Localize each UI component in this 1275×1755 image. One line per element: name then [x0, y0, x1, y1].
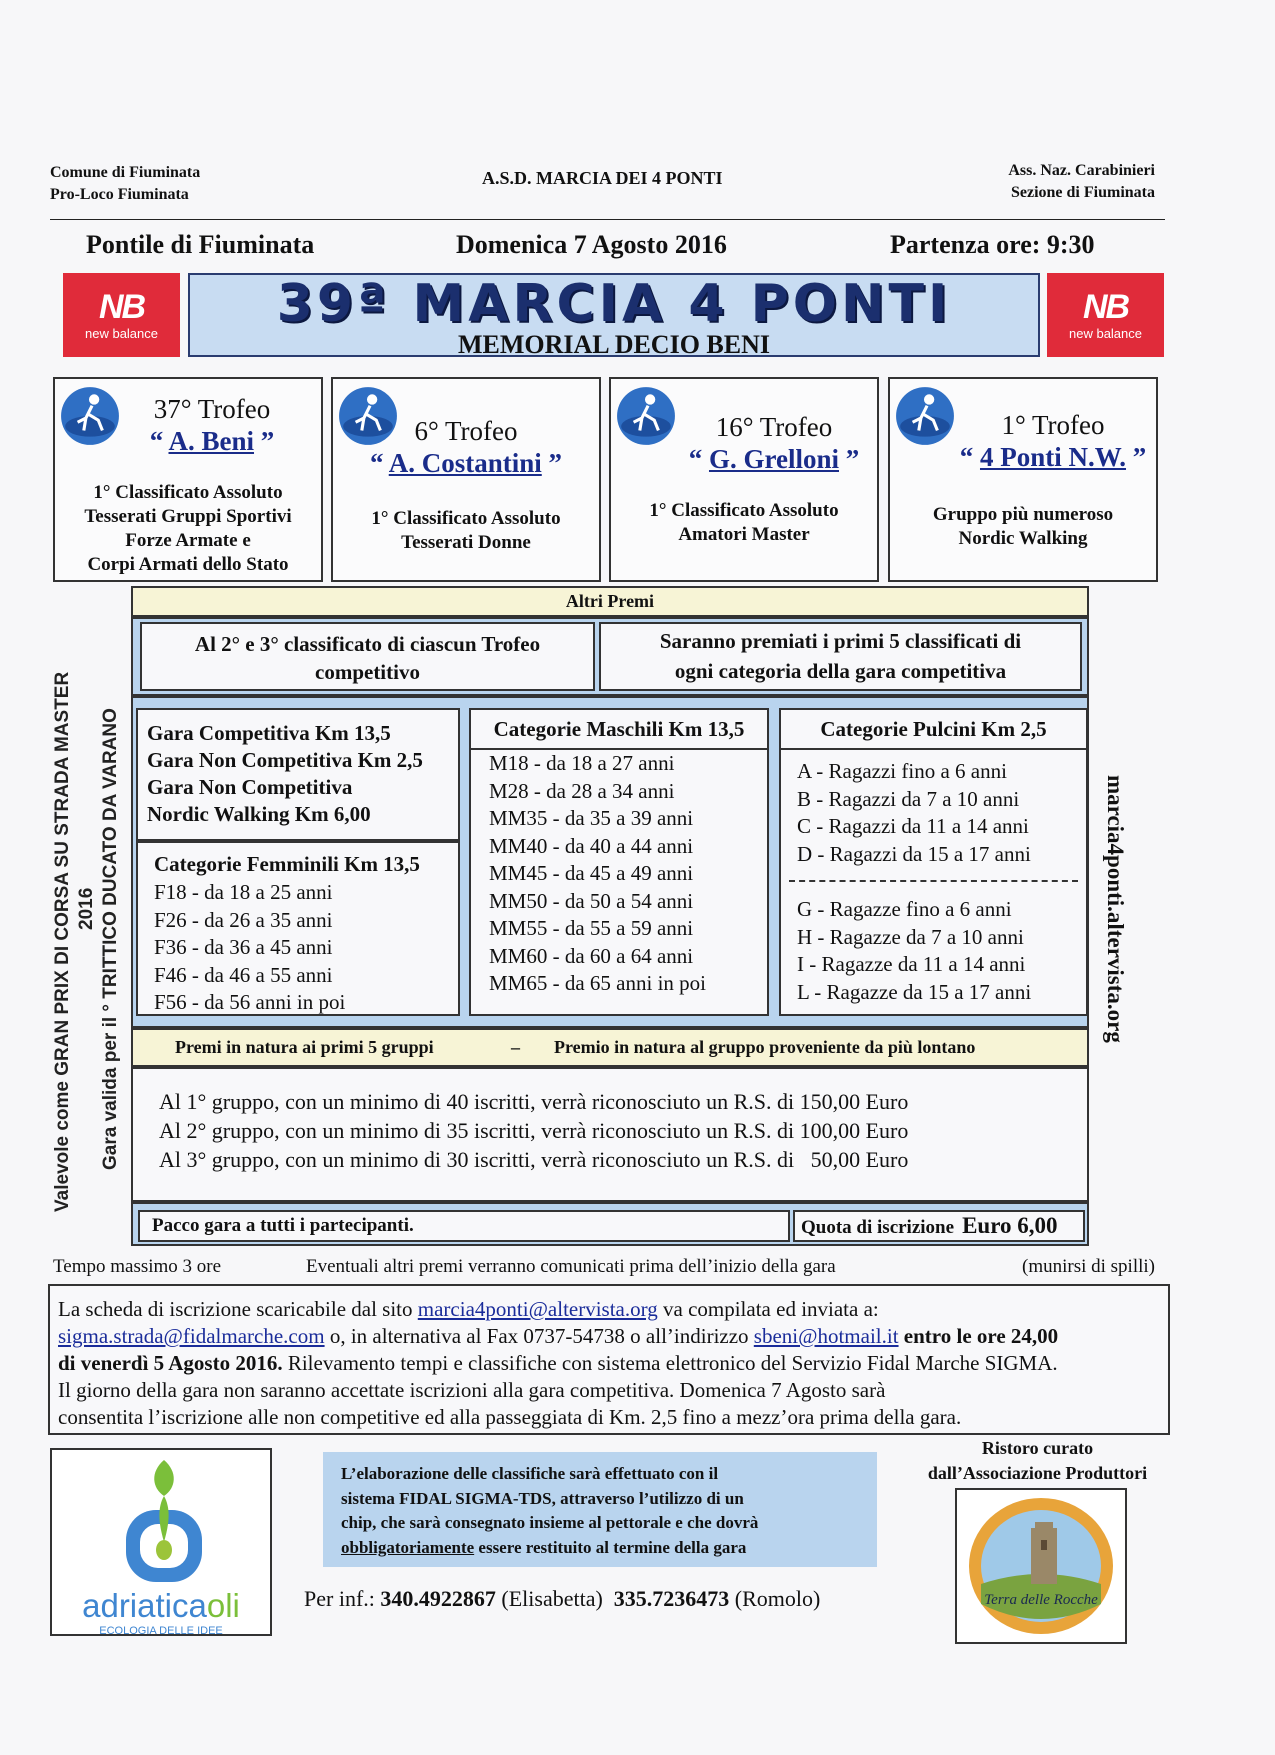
maschili-item: MM45 - da 45 a 49 anni [489, 861, 694, 885]
tower-emblem-icon [965, 1494, 1117, 1638]
altri-premi-right [599, 622, 1082, 691]
gruppi-box [131, 1067, 1089, 1202]
pulcini-item: D - Ragazzi da 15 a 17 anni [797, 841, 1031, 866]
maschili-title: Categorie Maschili Km 13,5 [471, 710, 767, 750]
vertical-granprix: Valevole come GRAN PRIX DI CORSA SU STRADA MASTER [52, 671, 73, 1212]
iscrizione-text: consentita l’iscrizione alle non competitive ed alla passeggiata di Km. 2,5 fino a mezz’ora prima della gara. [58, 1405, 962, 1429]
quota-label: Quota di iscrizione [801, 1217, 955, 1238]
trophy-card [53, 377, 323, 582]
event-start: Partenza ore: 9:30 [890, 230, 1095, 259]
gruppi-title-left: Premi in natura ai primi 5 gruppi [175, 1037, 434, 1057]
trophy-desc-line: Nordic Walking [958, 528, 1088, 549]
trophy-name: “ A. Costantini ” [369, 448, 563, 478]
phone-romolo[interactable]: 335.7236473 [613, 1586, 730, 1611]
maschili-box [469, 708, 769, 1016]
pulcini-item: A - Ragazzi fino a 6 anni [797, 759, 1007, 783]
contatti-name: (Romolo) [729, 1586, 821, 1611]
pulcini-divider [789, 880, 1078, 882]
pacco-gara: Pacco gara a tutti i partecipanti. [138, 1210, 790, 1242]
gruppi-line: Al 1° gruppo, con un minimo di 40 iscritti, verrà riconosciuto un R.S. di 150,00 Euro [159, 1089, 909, 1114]
contatti-prefix: Per inf.: [304, 1586, 381, 1611]
trophy-number: 37° Trofeo [153, 394, 271, 424]
event-title: 39ª MARCIA 4 PONTI [276, 274, 952, 334]
trophy-card [888, 377, 1158, 582]
maschili-item: MM35 - da 35 a 39 anni [489, 806, 694, 830]
nb-text: new balance [85, 326, 158, 341]
gara-item: Gara Competitiva Km 13,5 [147, 721, 391, 745]
gruppi-header [131, 1028, 1089, 1067]
nb-mark: NB [1082, 288, 1129, 326]
iscrizione-text: va compilata ed inviata a: [657, 1297, 879, 1321]
iscrizione-box [48, 1284, 1170, 1435]
categories-panel [131, 696, 1089, 1028]
maschili-item: MM65 - da 65 anni in poi [489, 971, 706, 995]
trophy-card [331, 377, 601, 582]
iscrizione-text: Il giorno della gara non saranno accettate iscrizioni alla gara competitiva. Domenica 7 Agosto sarà [58, 1378, 886, 1402]
ristoro-line: dall’Associazione Produttori [927, 1463, 1148, 1483]
tempo-massimo: Tempo massimo 3 ore [53, 1256, 222, 1277]
altri-premi-left-line: Al 2° e 3° classificato di ciascun Trofeo [194, 632, 541, 656]
gruppi-title-right: Premio in natura al gruppo proveniente da più lontano [554, 1037, 976, 1057]
adriatica-name: adriaticaoli [82, 1587, 240, 1624]
pulcini-item: B - Ragazzi da 7 a 10 anni [797, 786, 1020, 811]
maschili-item: MM50 - da 50 a 54 anni [489, 888, 694, 913]
elaborazione-line: chip, che sarà consegnato insieme al pettorale e che dovrà [341, 1513, 759, 1532]
pulcini-box [779, 708, 1088, 1016]
trophy-card [609, 377, 879, 582]
vertical-year: 2016 [76, 887, 97, 930]
nb-mark: NB [98, 288, 145, 326]
gruppi-line: Al 2° gruppo, con un minimo di 35 iscritti, verrà riconosciuto un R.S. di 100,00 Euro [159, 1118, 909, 1143]
gruppi-line: Al 3° gruppo, con un minimo di 30 iscritti, verrà riconosciuto un R.S. di 50,00 Euro [159, 1147, 909, 1172]
trophy-name: “ A. Beni ” [149, 426, 275, 456]
trophy-desc-line: Forze Armate e [125, 530, 251, 551]
iscrizione-text: o, in alternativa al Fax 0737-54738 o all’indirizzo [324, 1324, 754, 1348]
altri-premi-right-line: Saranno premiati i primi 5 classificati di [659, 629, 1022, 653]
trophy-number: 1° Trofeo [1001, 410, 1105, 440]
altri-premi-note: Eventuali altri premi verranno comunicati prima dell’inizio della gara [306, 1256, 836, 1277]
iscrizione-deadline: entro le ore 24,00 [898, 1324, 1059, 1348]
femminili-box [136, 841, 460, 1016]
header-left [50, 162, 200, 206]
altri-premi-left [140, 622, 595, 691]
altri-premi-right-line: ogni categoria della gara competitiva [674, 659, 1007, 683]
ristoro-caption [905, 1436, 1170, 1486]
quota-box [793, 1210, 1085, 1242]
trophy-desc-line: Tesserati Gruppi Sportivi [84, 506, 292, 527]
iscrizione-text: La scheda di iscrizione scaricabile dal sito [58, 1297, 418, 1321]
maschili-item: MM55 - da 55 a 59 anni [489, 916, 694, 940]
trophy-number: 6° Trofeo [414, 416, 518, 446]
pacco-quota-bar [131, 1202, 1089, 1246]
phone-elisabetta[interactable]: 340.4922867 [380, 1586, 496, 1611]
header-right [985, 160, 1155, 204]
trophy-desc-line: 1° Classificato Assoluto [649, 500, 839, 521]
femminili-item: F46 - da 46 a 55 anni [154, 962, 333, 987]
gara-item: Gara Non Competitiva [147, 775, 353, 799]
contatti [304, 1586, 820, 1612]
terra-delle-rocche-logo [955, 1488, 1127, 1644]
pulcini-item: C - Ragazzi da 11 a 14 anni [797, 814, 1029, 838]
nb-text: new balance [1069, 326, 1142, 341]
runner-emblem-icon [615, 385, 677, 447]
ass-label: Ass. Naz. Carabinieri [1008, 162, 1155, 179]
vertical-website: marcia4ponti.altervista.org [1103, 775, 1128, 1043]
trophy-desc-line: Gruppo più numeroso [932, 504, 1114, 525]
gara-item: Nordic Walking Km 6,00 [147, 802, 371, 826]
quota-value: Euro 6,00 [962, 1213, 1058, 1238]
header-divider [50, 219, 1165, 220]
gara-item: Gara Non Competitiva Km 2,5 [147, 748, 423, 772]
trophy-number: 16° Trofeo [715, 412, 833, 442]
femminili-item: F26 - da 26 a 35 anni [154, 907, 333, 932]
adriatica-tagline: ECOLOGIA DELLE IDEE [99, 1625, 223, 1637]
elaborazione-box [323, 1452, 877, 1567]
gare-box [136, 708, 460, 841]
runner-emblem-icon [894, 385, 956, 447]
trophy-desc-line: Corpi Armati dello Stato [87, 554, 289, 575]
maschili-item: MM60 - da 60 a 64 anni [489, 943, 694, 968]
trophy-desc-line: Tesserati Donne [401, 532, 531, 553]
femminili-title: Categorie Femminili Km 13,5 [154, 852, 420, 876]
new-balance-logo-right [1047, 273, 1164, 357]
proloco-label: Pro-Loco Fiuminata [50, 186, 189, 203]
pulcini-item: L - Ragazze da 15 a 17 anni [797, 979, 1032, 1004]
title-banner [188, 273, 1040, 357]
new-balance-logo-left [63, 273, 180, 357]
elaborazione-line: L’elaborazione delle classifiche sarà effettuato con il [341, 1464, 719, 1483]
trophy-name: “ G. Grelloni ” [688, 444, 860, 474]
femminili-item: F18 - da 18 a 25 anni [154, 880, 333, 904]
pulcini-title: Categorie Pulcini Km 2,5 [781, 710, 1086, 750]
trophy-desc-line: Amatori Master [678, 524, 810, 545]
iscrizione-deadline: di venerdì 5 Agosto 2016. [58, 1351, 283, 1375]
altri-premi-header: Altri Premi [131, 586, 1089, 617]
sezione-label: Sezione di Fiuminata [1010, 184, 1155, 201]
femminili-item: F56 - da 56 anni in poi [154, 990, 346, 1014]
event-date: Domenica 7 Agosto 2016 [456, 230, 727, 259]
sbeni-email-link[interactable]: sbeni@hotmail.it [753, 1324, 899, 1348]
gruppi-dash: – [511, 1037, 520, 1057]
trophy-desc-line: 1° Classificato Assoluto [93, 482, 283, 503]
oil-drop-icon [120, 1458, 208, 1588]
trophy-desc-line: 1° Classificato Assoluto [371, 508, 561, 529]
vertical-trittico: Gara valida per il ° TRITTICO DUCATO DA VARANO [100, 708, 121, 1170]
elaborazione-line: sistema FIDAL SIGMA-TDS, attraverso l’utilizzo di un [341, 1488, 744, 1508]
ristoro-logo-text: Terra delle Rocche [984, 1592, 1098, 1608]
altri-premi-panel [131, 617, 1089, 696]
ristoro-line: Ristoro curato [981, 1438, 1094, 1458]
maschili-item: M18 - da 18 a 27 anni [489, 751, 675, 775]
trophy-name: “ 4 Ponti N.W. ” [959, 442, 1147, 472]
pulcini-item: I - Ragazze da 11 a 14 anni [797, 952, 1026, 976]
maschili-item: M28 - da 28 a 34 anni [489, 778, 675, 803]
pulcini-item: H - Ragazze da 7 a 10 anni [797, 924, 1024, 949]
website-link[interactable]: marcia4ponti@altervista.org [417, 1297, 658, 1321]
adriatica-oli-logo [50, 1448, 272, 1636]
comune-label: Comune di Fiuminata [50, 164, 201, 181]
contatti-name: (Elisabetta) [495, 1586, 614, 1611]
femminili-item: F36 - da 36 a 45 anni [154, 935, 333, 959]
pulcini-item: G - Ragazze fino a 6 anni [797, 897, 1012, 921]
event-place: Pontile di Fiuminata [86, 230, 315, 259]
elaborazione-line: obbligatoriamente [341, 1537, 475, 1557]
elaborazione-line: essere restituito al termine della gara [474, 1537, 747, 1557]
event-subtitle: MEMORIAL DECIO BENI [457, 330, 771, 359]
sigma-email-link[interactable]: sigma.strada@fidalmarche.com [58, 1324, 325, 1348]
maschili-item: MM40 - da 40 a 44 anni [489, 833, 694, 858]
header-center: A.S.D. MARCIA DEI 4 PONTI [482, 168, 723, 188]
runner-emblem-icon [59, 385, 121, 447]
iscrizione-text: Rilevamento tempi e classifiche con sistema elettronico del Servizio Fidal Marche SIGMA. [282, 1351, 1058, 1375]
altri-premi-left-line: competitivo [315, 660, 420, 684]
spilli-note: (munirsi di spilli) [1022, 1256, 1155, 1277]
